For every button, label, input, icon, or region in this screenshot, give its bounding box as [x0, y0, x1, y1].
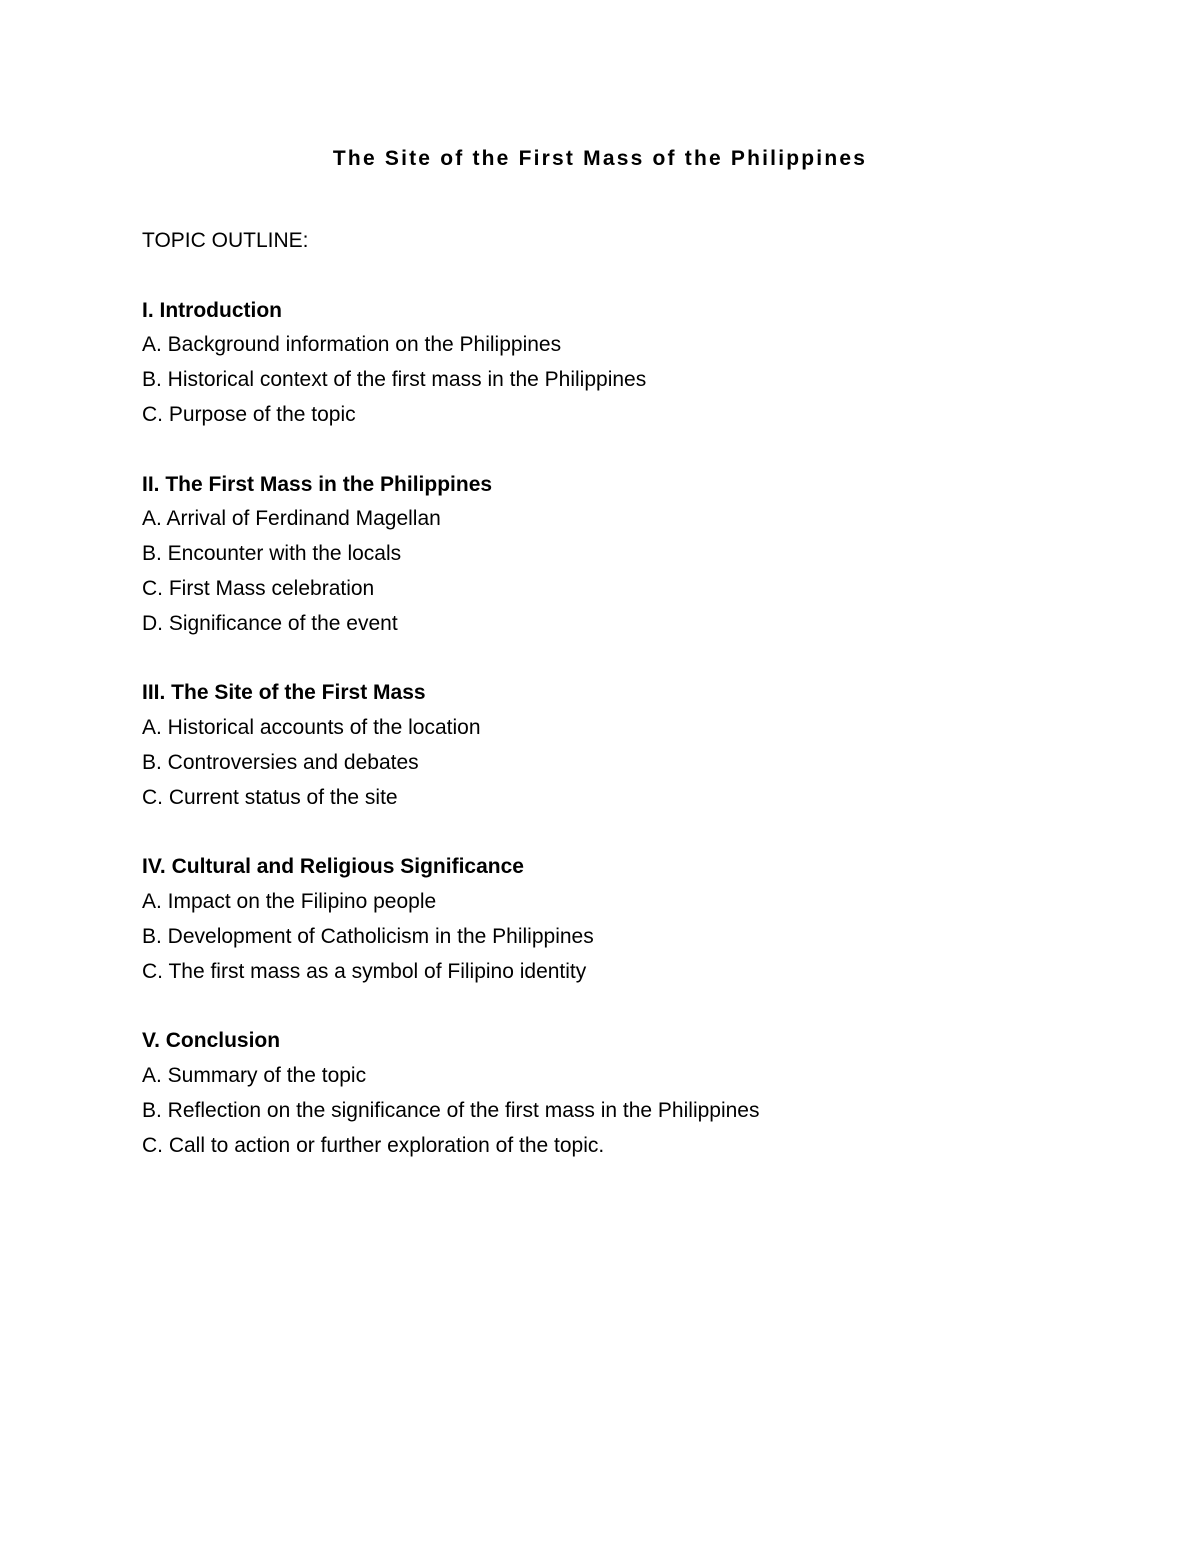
outline-section-site: [142, 676, 1142, 815]
outline-item: B. Controversies and debates: [142, 750, 419, 774]
section-heading: I. Introduction: [142, 298, 282, 322]
outline-item: B. Encounter with the locals: [142, 542, 402, 566]
section-heading: II. The First Mass in the Philippines: [142, 472, 493, 496]
outline-item: C. Current status of the site: [142, 785, 398, 809]
outline-item: C. The first mass as a symbol of Filipino identity: [142, 959, 587, 983]
outline-item: D. Significance of the event: [142, 611, 398, 635]
outline-section-introduction: [142, 294, 1142, 433]
outline-item: A. Historical accounts of the location: [142, 716, 481, 740]
outline-item: A. Arrival of Ferdinand Magellan: [142, 507, 441, 531]
outline-item: C. Purpose of the topic: [142, 402, 356, 426]
outline-item: C. Call to action or further exploration of the topic.: [142, 1133, 605, 1157]
outline-item: B. Reflection on the significance of the first mass in the Philippines: [142, 1098, 760, 1122]
outline-section-significance: [142, 850, 1142, 989]
section-heading: V. Conclusion: [142, 1029, 281, 1053]
outline-label: TOPIC OUTLINE:: [142, 229, 309, 252]
section-heading: IV. Cultural and Religious Significance: [142, 855, 524, 879]
document-title: The Site of the First Mass of the Philippines: [332, 147, 868, 170]
outline-item: A. Impact on the Filipino people: [142, 890, 437, 914]
outline-section-conclusion: [142, 1024, 1142, 1163]
spacer: [142, 259, 1142, 294]
outline-item: C. First Mass celebration: [142, 576, 375, 600]
outline-item: B. Historical context of the first mass in the Philippines: [142, 368, 647, 392]
outline-item: B. Development of Catholicism in the Philippines: [142, 924, 594, 948]
outline-item: A. Background information on the Philippines: [142, 333, 562, 357]
section-heading: III. The Site of the First Mass: [142, 681, 426, 705]
outline-section-first-mass: [142, 468, 1142, 642]
outline-item: A. Summary of the topic: [142, 1064, 367, 1088]
outline-body: [142, 224, 1142, 1164]
